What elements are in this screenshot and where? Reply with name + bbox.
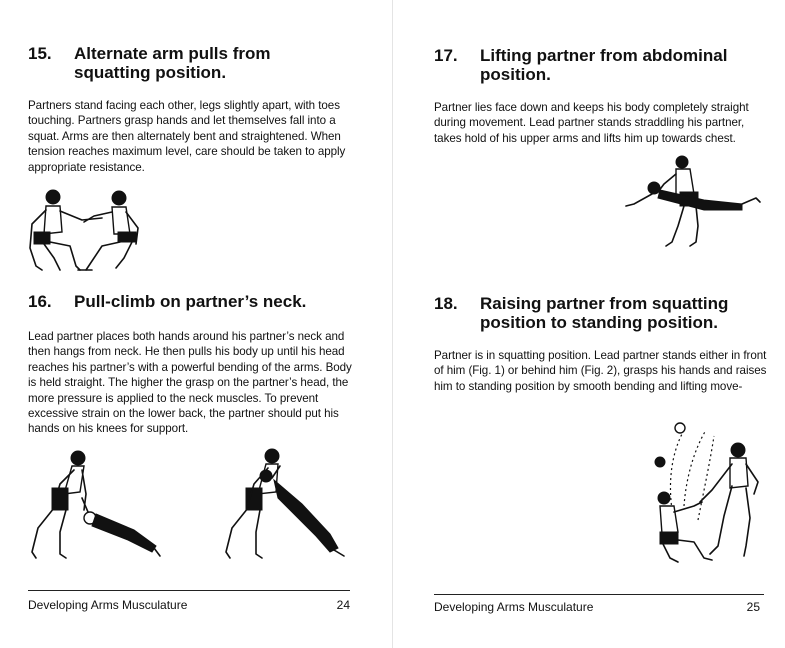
footer-rule [434, 594, 764, 595]
seated-partners-pulling-icon [20, 184, 145, 276]
section-title-line: Pull-climb on partner’s neck. [74, 292, 307, 311]
section-title-line: Raising partner from squatting [480, 294, 729, 313]
section-title [74, 44, 271, 82]
neck-pull-climb-start-icon [24, 448, 164, 566]
section-title-line: position. [480, 65, 551, 84]
section-number: 16. [28, 292, 52, 311]
section-body: Partners stand facing each other, legs slightly apart, with toes touching. Partners grasp hands and let themselves fall into a squat. Arms are then alternately bent and straightened. When tension reaches maximum level, care should be taken to apply appropriate resistance. [28, 99, 346, 174]
right-page [392, 0, 785, 648]
straddle-lift-icon [624, 154, 764, 250]
section-heading [434, 294, 770, 332]
section-title [480, 294, 728, 332]
section-title-line: Alternate arm pulls from [74, 44, 271, 63]
section-title [480, 46, 727, 84]
section-heading [28, 44, 358, 82]
section-body: Partner is in squatting position. Lead partner stands either in front of him (Fig. 1) or behind him (Fig. 2), grasps his hands and raises him to standing position by smooth bending and lifting move- [434, 349, 767, 393]
page-number: 25 [746, 600, 760, 614]
section-body: Partner lies face down and keeps his body completely straight during movement. Lead partner stands straddling his partner, takes hold of his upper arms and lifts him up towards chest. [434, 101, 749, 145]
section-16 [28, 292, 358, 437]
footer-rule [28, 590, 350, 591]
left-page [0, 0, 392, 648]
footer-title: Developing Arms Musculature [434, 600, 594, 614]
section-body: Lead partner places both hands around his partner’s neck and then hangs from neck. He then pulls his body up until his head reaches his partner’s with a powerful bending of the arms. Body is held straight. The higher the grasp on the partner’s head, the more pressure is applied to the neck muscles. To prevent excessive strain on the lower back, the partner should put his hands on his knees for support. [28, 330, 352, 436]
section-heading [28, 292, 358, 311]
section-18 [434, 294, 770, 394]
section-heading [434, 46, 770, 84]
squat-to-stand-raise-icon [654, 420, 766, 570]
section-number: 17. [434, 46, 458, 65]
section-title-line: position to standing position. [480, 313, 718, 332]
section-title-line: squatting position. [74, 63, 227, 82]
section-15 [28, 44, 358, 175]
section-title-line: Lifting partner from abdominal [480, 46, 728, 65]
page-number: 24 [336, 598, 350, 612]
section-number: 15. [28, 44, 52, 63]
section-17 [434, 46, 770, 146]
footer-title: Developing Arms Musculature [28, 598, 188, 612]
section-title [74, 292, 306, 311]
section-number: 18. [434, 294, 458, 313]
neck-pull-climb-end-icon [218, 446, 350, 564]
